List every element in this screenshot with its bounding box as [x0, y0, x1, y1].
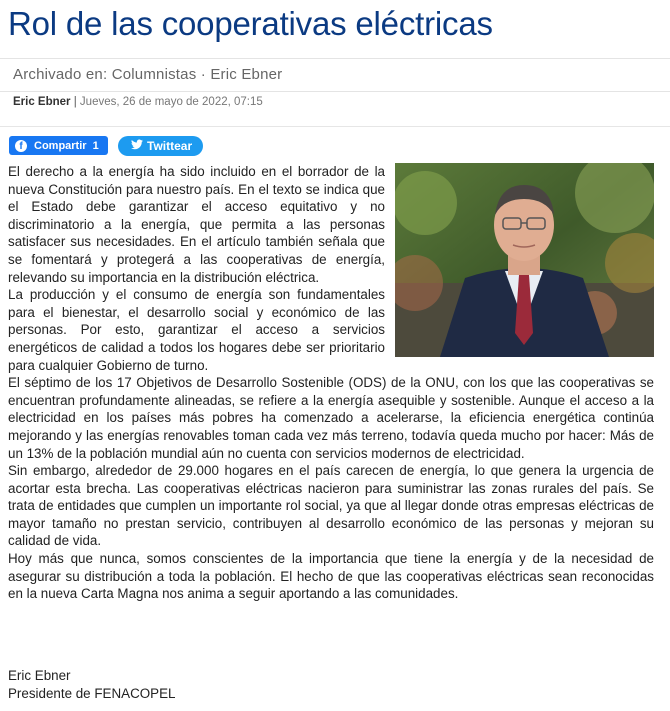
publish-date: Jueves, 26 de mayo de 2022, 07:15: [79, 96, 263, 108]
twitter-icon: [131, 139, 143, 153]
author-link[interactable]: Eric Ebner: [13, 96, 71, 108]
twitter-share-button[interactable]: [118, 136, 203, 156]
twitter-share-label: Twittear: [147, 139, 193, 153]
signature: [8, 667, 175, 703]
paragraph: El derecho a la energía ha sido incluido en el borrador de la nueva Constitución para nuestro país. En el texto se indica que el Estado debe garantizar el acceso equitativo y no discriminatorio a la energía, que permita a las personas satisfacer sus necesidades. En el artículo también señala que se fomentará y protegerá a las cooperativas de energía, relevando su importancia en la distribución eléctrica.: [8, 164, 385, 285]
article-body: [8, 163, 654, 603]
facebook-share-count: 1: [92, 139, 99, 152]
facebook-share-button[interactable]: [9, 136, 108, 155]
article-title: Rol de las cooperativas eléctricas: [8, 5, 493, 42]
signature-role: Presidente de FENACOPEL: [8, 686, 176, 701]
archived-bar: [0, 58, 670, 92]
paragraph: Hoy más que nunca, somos conscientes de la importancia que tiene la energía y de la necesidad de asegurar su distribución a toda la población. El hecho de que las cooperativas eléctricas sean reconocidas en la nueva Carta Magna nos anima a seguir aportando a las comunidades.: [8, 551, 654, 602]
byline: [13, 96, 263, 108]
byline-separator: |: [70, 96, 80, 108]
facebook-share-label: Compartir: [34, 139, 87, 152]
divider: [0, 126, 670, 127]
facebook-icon: f: [15, 140, 27, 152]
signature-name: Eric Ebner: [8, 668, 71, 683]
paragraph: Sin embargo, alrededor de 29.000 hogares en el país carecen de energía, lo que genera la urgencia de acortar esta brecha. Las cooperativas eléctricas nacieron para suministrar las zonas rurales del país. Se trata de entidades que cumplen un importante rol social, ya que al llegar donde otras empresas eléctricas de mayor tamaño no prestan servicio, contribuyen al desarrollo económico de las personas y mejoran su calidad de vida.: [8, 463, 654, 549]
paragraph: El séptimo de los 17 Objetivos de Desarrollo Sostenible (ODS) de la ONU, con los que las cooperativas se encuentran profundamente alineadas, se refiere a la energía asequible y sostenible. Aunque el acceso a la electricidad en los países más pobres ha comenzado a acelerarse, la eficiencia energética continúa mejorando y las energías renovables toman cada vez más terreno, todavía queda mucho por hacer: Más de un 13% de la población mundial aún no cuenta con servicios modernos de electricidad.: [8, 375, 654, 461]
paragraph: La producción y el consumo de energía son fundamentales para el bienestar, el desarrollo social y económico de las personas. Por esto, garantizar el acceso a servicios energéticos de calidad a todos los hogares debe ser prioritario para cualquier Gobierno de turno.: [8, 287, 385, 373]
archived-categories[interactable]: Archivado en: Columnistas · Eric Ebner: [13, 66, 283, 83]
